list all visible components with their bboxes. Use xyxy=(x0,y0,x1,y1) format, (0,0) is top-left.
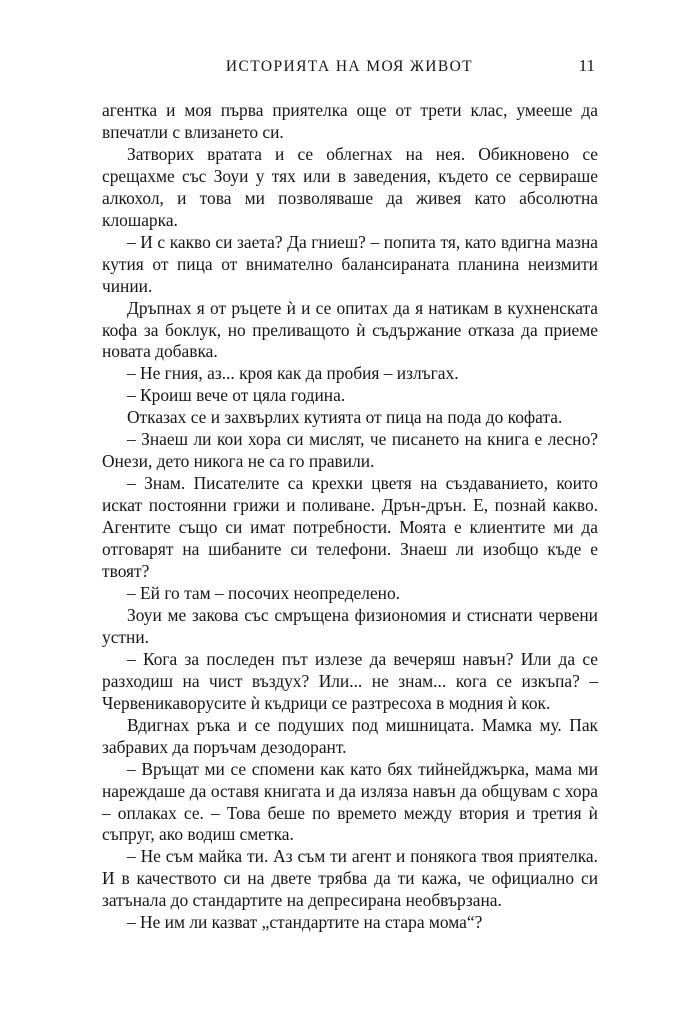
body-text xyxy=(102,100,598,934)
dialogue-line: – Знам. Писателите са крехки цветя на създаванието, които искат постоянни грижи и поливане. Дрън-дрън. Е, познай какво. Агентите също си имат потребности. Моята е клиентите ми да отговарят на шибаните си телефони. Знаеш ли изобщо къде е твоят? xyxy=(102,473,598,582)
dialogue-line: – Кроиш вече от цяла година. xyxy=(127,385,346,406)
dialogue-line: – Не съм майка ти. Аз съм ти агент и понякога твоя приятелка. И в качеството си на двете трябва да ти кажа, че официално си затънала до стандартите на депресирана необвързана. xyxy=(102,846,598,911)
paragraph: Зоуи ме закова със смръщена физиономия и стиснати червени устни. xyxy=(102,604,598,647)
paragraph-continued: агентка и моя първа приятелка още от трети клас, умееше да впечатли с влизането си. xyxy=(102,100,598,142)
running-title: ИСТОРИЯТА НА МОЯ ЖИВОТ xyxy=(225,58,474,75)
dialogue-line: – Връщат ми се спомени как като бях тийнейджърка, мама ми нареждаше да оставя книгата и да изляза навън да общувам с хора – оплаках се. – Това беше по времето между втория и третия ѝ съпруг, ако водиш сметка. xyxy=(102,758,598,845)
dialogue-line: – Знаеш ли кои хора си мислят, че писането на книга е лесно? Онези, дето никога не са го правили. xyxy=(102,429,598,472)
dialogue-line: – Кога за последен път излезе да вечеряш навън? Или да се разходиш на чист въздух? Или... не знам... кога се изкъпа? – Червеникаворусите ѝ къдрици се разтресоха в модния ѝ кок. xyxy=(102,648,598,713)
dialogue-line: – Ей го там – посочих неопределено. xyxy=(127,582,401,603)
paragraph: Затворих вратата и се облегнах на нея. Обикновено се срещахме със Зоуи у тях или в заведения, където се сервираше алкохол, и това ми позволяваше да живея като абсолютна клошарка. xyxy=(102,143,598,230)
dialogue-line: – И с какво си заета? Да гниеш? – попита тя, като вдигна мазна кутия от пица от внимателно балансираната планина неизмити чинии. xyxy=(102,231,598,296)
paragraph: Отказах се и захвърлих кутията от пица на пода до кофата. xyxy=(127,407,563,428)
running-header xyxy=(102,57,597,81)
dialogue-line: – Не им ли казват „стандартите на стара мома“? xyxy=(127,912,483,933)
dialogue-line: – Не гния, аз... кроя как да пробия – излъгах. xyxy=(127,363,459,384)
page-number: 11 xyxy=(578,56,595,75)
paragraph: Вдигнах ръка и се подуших под мишницата. Мамка му. Пак забравих да поръчам дезодорант. xyxy=(102,714,598,757)
paragraph: Дръпнах я от ръцете ѝ и се опитах да я натикам в кухненската кофа за боклук, но преливащото ѝ съдържание отказа да приеме новата добавка. xyxy=(102,297,598,362)
